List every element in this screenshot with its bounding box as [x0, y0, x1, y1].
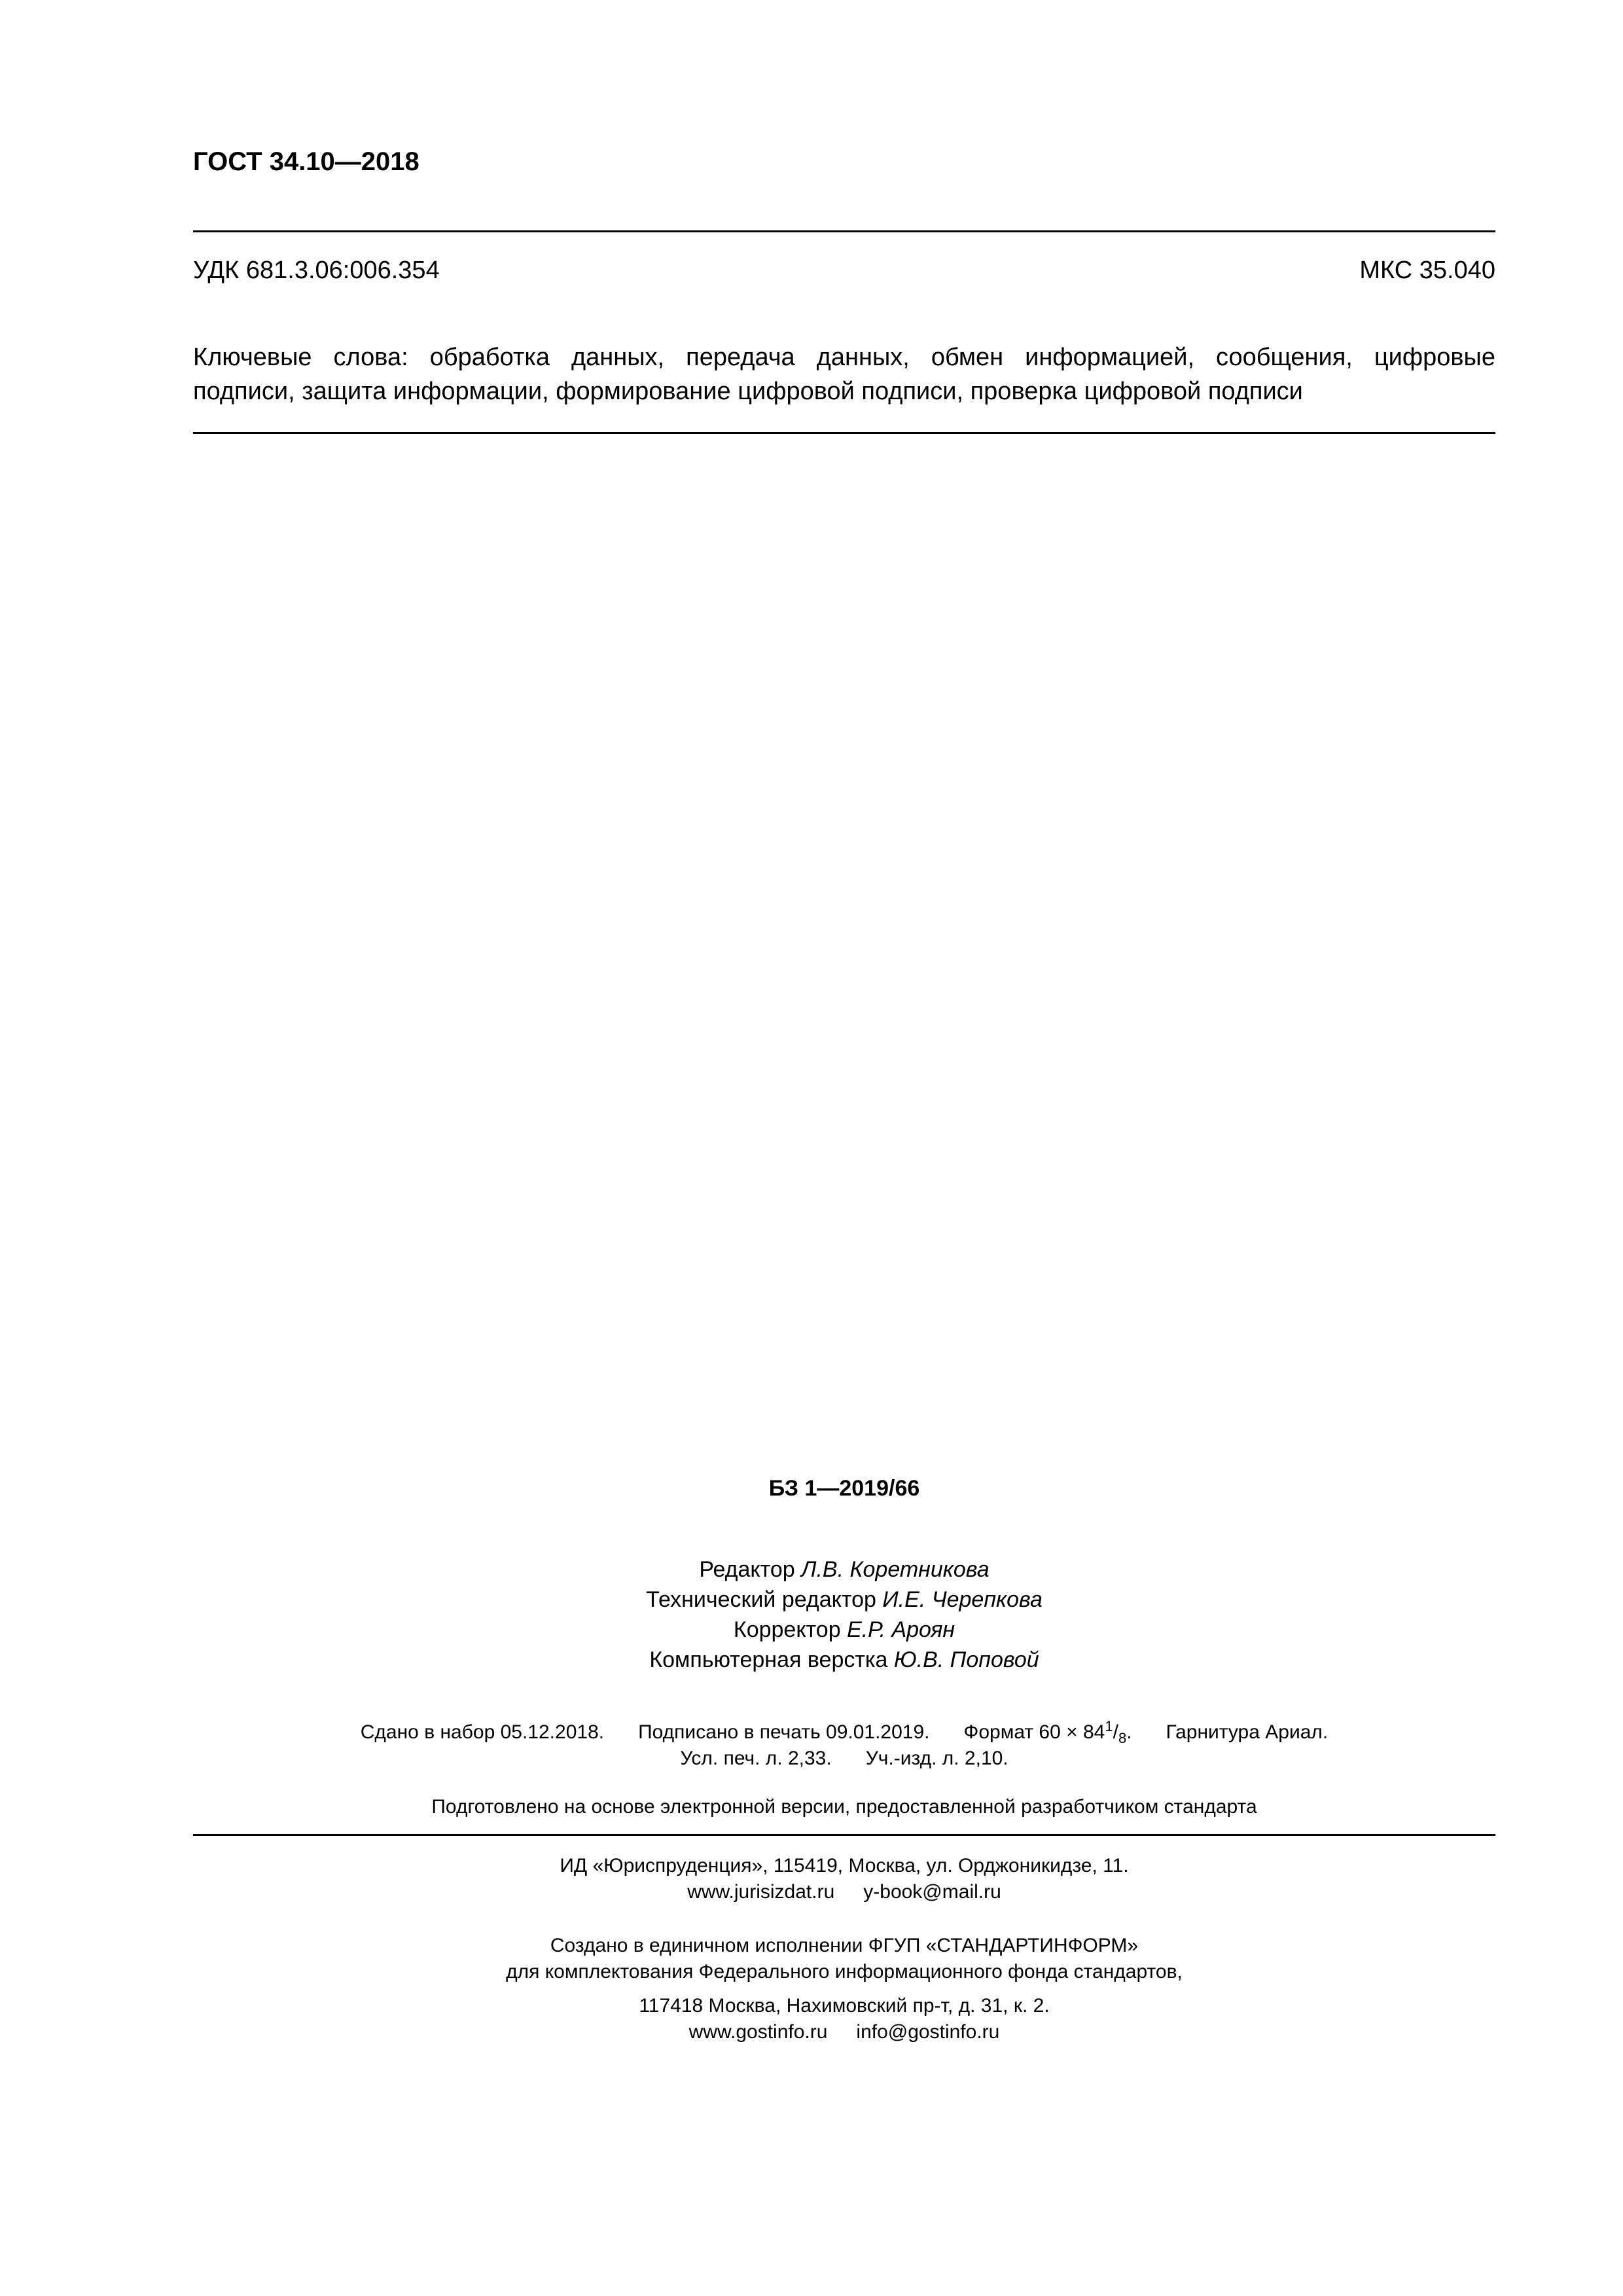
udk-code: УДК 681.3.06:006.354: [193, 257, 440, 284]
layout-role: Компьютерная верстка: [649, 1647, 888, 1672]
creator-contacts: [193, 2020, 1495, 2045]
publisher-address: ИД «Юриспруденция», 115419, Москва, ул. Орджоникидзе, 11.: [560, 1855, 1129, 1876]
paper-format: Формат $60 \times 84^1/_8$.: [963, 1718, 1132, 1746]
keywords-line-2: подписи, защита информации, формирование цифровой подписи, проверка цифровой подписи: [193, 378, 1303, 405]
publisher-email: y-book@mail.ru: [863, 1881, 1001, 1903]
creator-email: info@gostinfo.ru: [856, 2021, 1000, 2043]
tech-editor-line: [193, 1585, 1495, 1615]
keywords-divider: [193, 432, 1495, 434]
editor-role: Редактор: [699, 1557, 795, 1582]
bottom-divider: [193, 1834, 1495, 1836]
corrector-line: [193, 1615, 1495, 1645]
layout-name: Ю.В. Поповой: [893, 1647, 1039, 1672]
creator-address: 117418 Москва, Нахимовский пр-т, д. 31, к. 2.: [639, 1995, 1050, 2017]
mks-code: МКС 35.040: [1359, 257, 1495, 284]
pub-sheets: Уч.-изд. л. 2,10.: [865, 1748, 1008, 1769]
prepared-note: Подготовлено на основе электронной версии, предоставленной разработчиком стандарта: [431, 1796, 1257, 1818]
publisher-contacts: [193, 1880, 1495, 1905]
tech-editor-role: Технический редактор: [646, 1587, 876, 1612]
sheets-line: [193, 1746, 1495, 1771]
keywords-block: [193, 340, 1495, 408]
publisher-website: www.jurisizdat.ru: [687, 1881, 835, 1903]
creator-line-1: Создано в единичном исполнении ФГУП «СТАНДАРТИНФОРМ»: [550, 1935, 1139, 1956]
typeface: Гарнитура Ариал.: [1166, 1721, 1329, 1743]
standard-code: ГОСТ 34.10—2018: [193, 147, 419, 176]
keywords-line-1: Ключевые слова: обработка данных, передача данных, обмен информацией, сообщения, цифровые: [193, 344, 1495, 371]
typeset-date: Сдано в набор 05.12.2018.: [360, 1721, 605, 1743]
editor-line: [193, 1554, 1495, 1585]
layout-line: [193, 1645, 1495, 1675]
print-sheets: Усл. печ. л. 2,33.: [680, 1748, 832, 1769]
editor-name: Л.В. Коретникова: [801, 1557, 990, 1582]
corrector-role: Корректор: [733, 1617, 841, 1642]
print-details-line: [193, 1720, 1495, 1745]
signed-date: Подписано в печать 09.01.2019.: [638, 1721, 930, 1743]
bz-number: БЗ 1—2019/66: [768, 1476, 920, 1501]
top-divider: [193, 230, 1495, 232]
creator-website: www.gostinfo.ru: [688, 2021, 828, 2043]
corrector-name: Е.Р. Ароян: [847, 1617, 955, 1642]
creator-line-2: для комплектования Федерального информационного фонда стандартов,: [506, 1961, 1183, 1982]
tech-editor-name: И.Е. Черепкова: [882, 1587, 1043, 1612]
